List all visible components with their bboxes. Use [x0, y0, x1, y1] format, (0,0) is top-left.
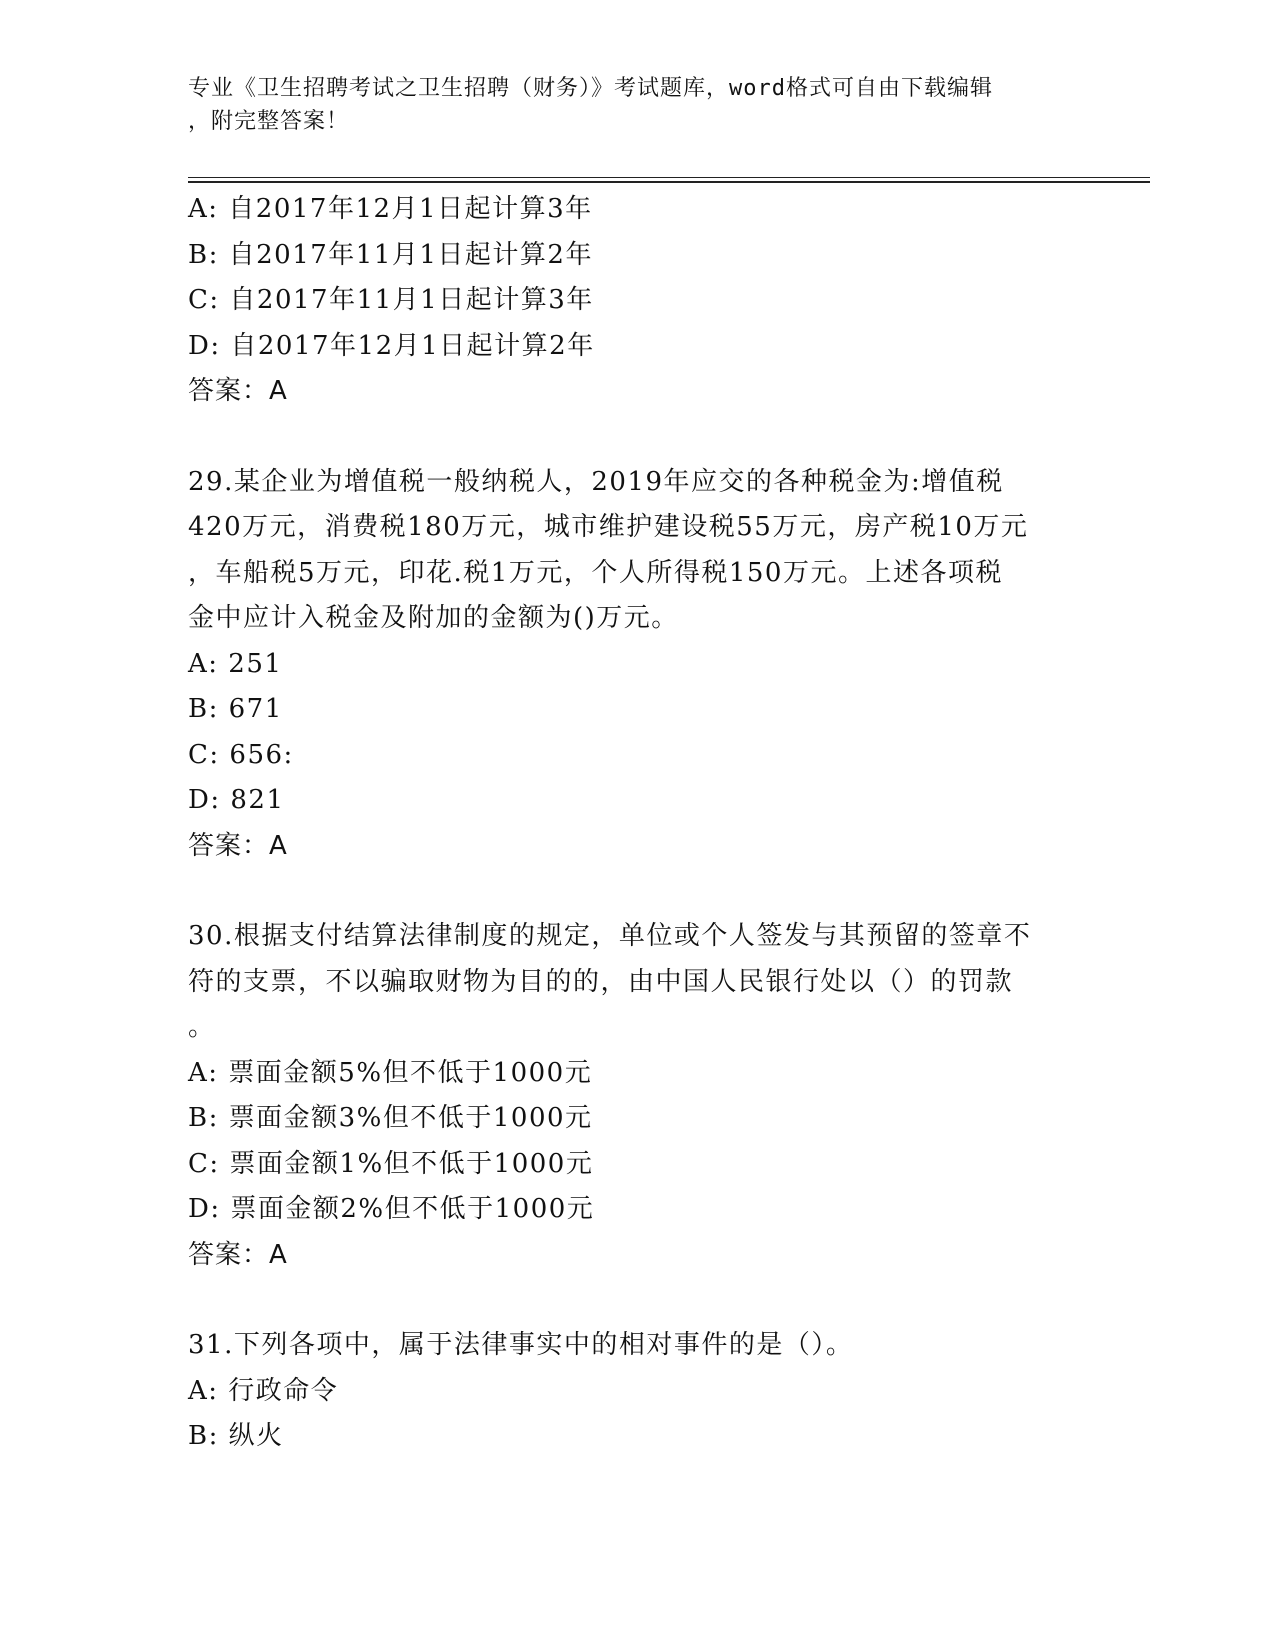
question-text-line: 31.下列各项中，属于法律事实中的相对事件的是（）。	[188, 1330, 854, 1360]
spacer	[188, 1278, 1088, 1323]
option-b: B: 自2017年11月1日起计算2年	[188, 239, 593, 270]
option-b: B: 671	[188, 694, 283, 724]
question-text	[188, 460, 1068, 642]
question-text	[188, 914, 1068, 1051]
question-29	[188, 460, 1088, 870]
option-d: D: 自2017年12月1日起计算2年	[188, 330, 595, 361]
option-a: A: 251	[188, 648, 283, 679]
question-text	[188, 1323, 1068, 1369]
header-divider-thick	[188, 181, 1150, 183]
answer-line: 答案：A	[188, 1239, 288, 1270]
option-c: C: 票面金额1%但不低于1000元	[188, 1148, 594, 1179]
question-text-line: 符的支票，不以骗取财物为目的的，由中国人民银行处以（）的罚款	[188, 966, 1014, 997]
question-31	[188, 1323, 1088, 1460]
option-b: B: 纵火	[188, 1421, 284, 1451]
spacer	[188, 415, 1088, 460]
option-a: A: 自2017年12月1日起计算3年	[188, 194, 593, 224]
question-list	[188, 187, 1088, 1460]
question-text-line: 420万元，消费税180万元，城市维护建设税55万元，房产税10万元	[188, 512, 1029, 542]
question-text-line: 30.根据支付结算法律制度的规定，单位或个人签发与其预留的签章不	[188, 921, 1032, 951]
header-divider-thin	[188, 177, 1150, 178]
option-d: D: 821	[188, 785, 285, 815]
spacer	[188, 869, 1088, 914]
option-c: C: 自2017年11月1日起计算3年	[188, 285, 594, 315]
option-c: C: 656:	[188, 739, 294, 770]
answer-line: 答案：A	[188, 376, 288, 406]
question-text-line: 金中应计入税金及附加的金额为()万元。	[188, 603, 679, 633]
option-a: A: 票面金额5%但不低于1000元	[188, 1057, 593, 1088]
header-title-line-2: ，附完整答案！	[188, 109, 350, 134]
question-30	[188, 914, 1088, 1278]
question-text-line: 。	[188, 1012, 216, 1042]
document-header	[188, 72, 1088, 138]
option-b: B: 票面金额3%但不低于1000元	[188, 1103, 593, 1133]
question-text-line: 29.某企业为增值税一般纳税人，2019年应交的各种税金为:增值税	[188, 466, 1004, 497]
option-a: A: 行政命令	[188, 1375, 339, 1406]
header-title-line-1: 专业《卫生招聘考试之卫生招聘（财务）》考试题库，word格式可自由下载编辑	[188, 76, 993, 101]
answer-line: 答案：A	[188, 830, 288, 861]
question-text-line: ，车船税5万元，印花.税1万元，个人所得税150万元。上述各项税	[188, 557, 1003, 588]
question-28	[188, 187, 1088, 415]
option-d: D: 票面金额2%但不低于1000元	[188, 1194, 595, 1224]
